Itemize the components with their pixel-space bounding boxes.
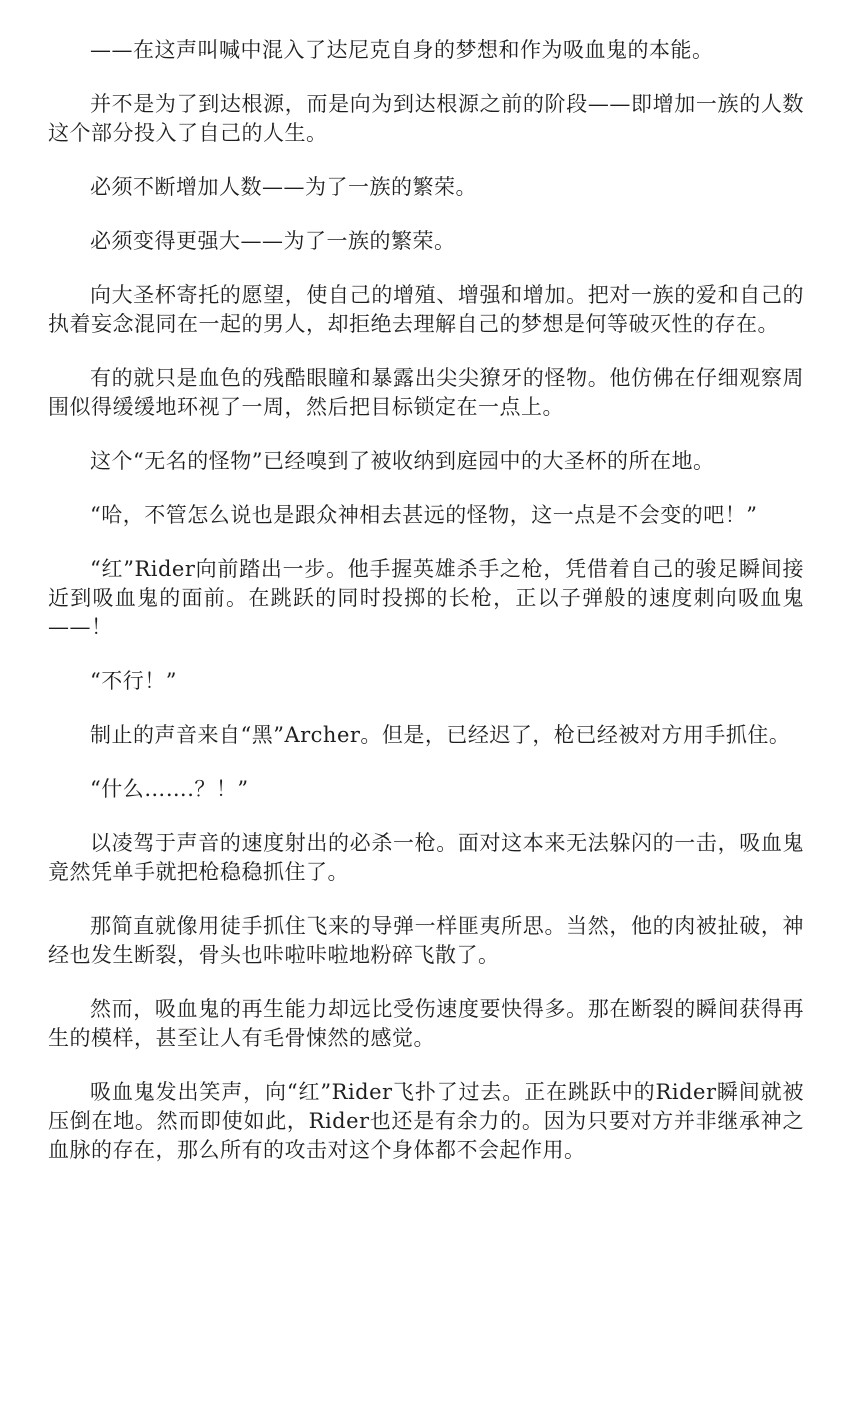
paragraph: 吸血鬼发出笑声，向“红”Rider飞扑了过去。正在跳跃中的Rider瞬间就被压倒在地。然而即使如此，Rider也还是有余力的。因为只要对方并非继承神之血脉的存在，那么所有的攻击对这个身体都不会起作用。 (48, 1080, 804, 1162)
paragraph: 这个“无名的怪物”已经嗅到了被收纳到庭园中的大圣杯的所在地。 (90, 449, 715, 473)
paragraph: “红”Rider向前踏出一步。他手握英雄杀手之枪，凭借着自己的骏足瞬间接近到吸血鬼的面前。在跳跃的同时投掷的长枪，正以子弹般的速度刺向吸血鬼——！ (48, 557, 804, 639)
paragraph: 然而，吸血鬼的再生能力却远比受伤速度要快得多。那在断裂的瞬间获得再生的模样，甚至让人有毛骨悚然的感觉。 (48, 997, 804, 1050)
paragraph: “什么…….？！” (90, 777, 249, 801)
paragraph: 向大圣杯寄托的愿望，使自己的增殖、增强和增加。把对一族的爱和自己的执着妄念混同在一起的男人，却拒绝去理解自己的梦想是何等破灭性的存在。 (48, 283, 804, 336)
paragraph: 以凌驾于声音的速度射出的必杀一枪。面对这本来无法躲闪的一击，吸血鬼竟然凭单手就把枪稳稳抓住了。 (48, 831, 804, 884)
paragraph: 并不是为了到达根源，而是向为到达根源之前的阶段——即增加一族的人数这个部分投入了自己的人生。 (48, 92, 804, 145)
paragraph: ——在这声叫喊中混入了达尼克自身的梦想和作为吸血鬼的本能。 (90, 38, 714, 62)
paragraph: “哈，不管怎么说也是跟众神相去甚远的怪物，这一点是不会变的吧！” (90, 503, 758, 527)
paragraph: 那简直就像用徒手抓住飞来的导弹一样匪夷所思。当然，他的肉被扯破，神经也发生断裂，骨头也咔啦咔啦地粉碎飞散了。 (48, 914, 804, 967)
paragraph: 必须不断增加人数——为了一族的繁荣。 (90, 175, 477, 199)
document-page (48, 36, 804, 1190)
paragraph: 制止的声音来自“黑”Archer。但是，已经迟了，枪已经被对方用手抓住。 (90, 723, 791, 747)
paragraph: 有的就只是血色的残酷眼瞳和暴露出尖尖獠牙的怪物。他仿佛在仔细观察周围似得缓缓地环视了一周，然后把目标锁定在一点上。 (48, 366, 804, 419)
paragraph: “不行！” (90, 669, 177, 693)
paragraph: 必须变得更强大——为了一族的繁荣。 (90, 229, 456, 253)
